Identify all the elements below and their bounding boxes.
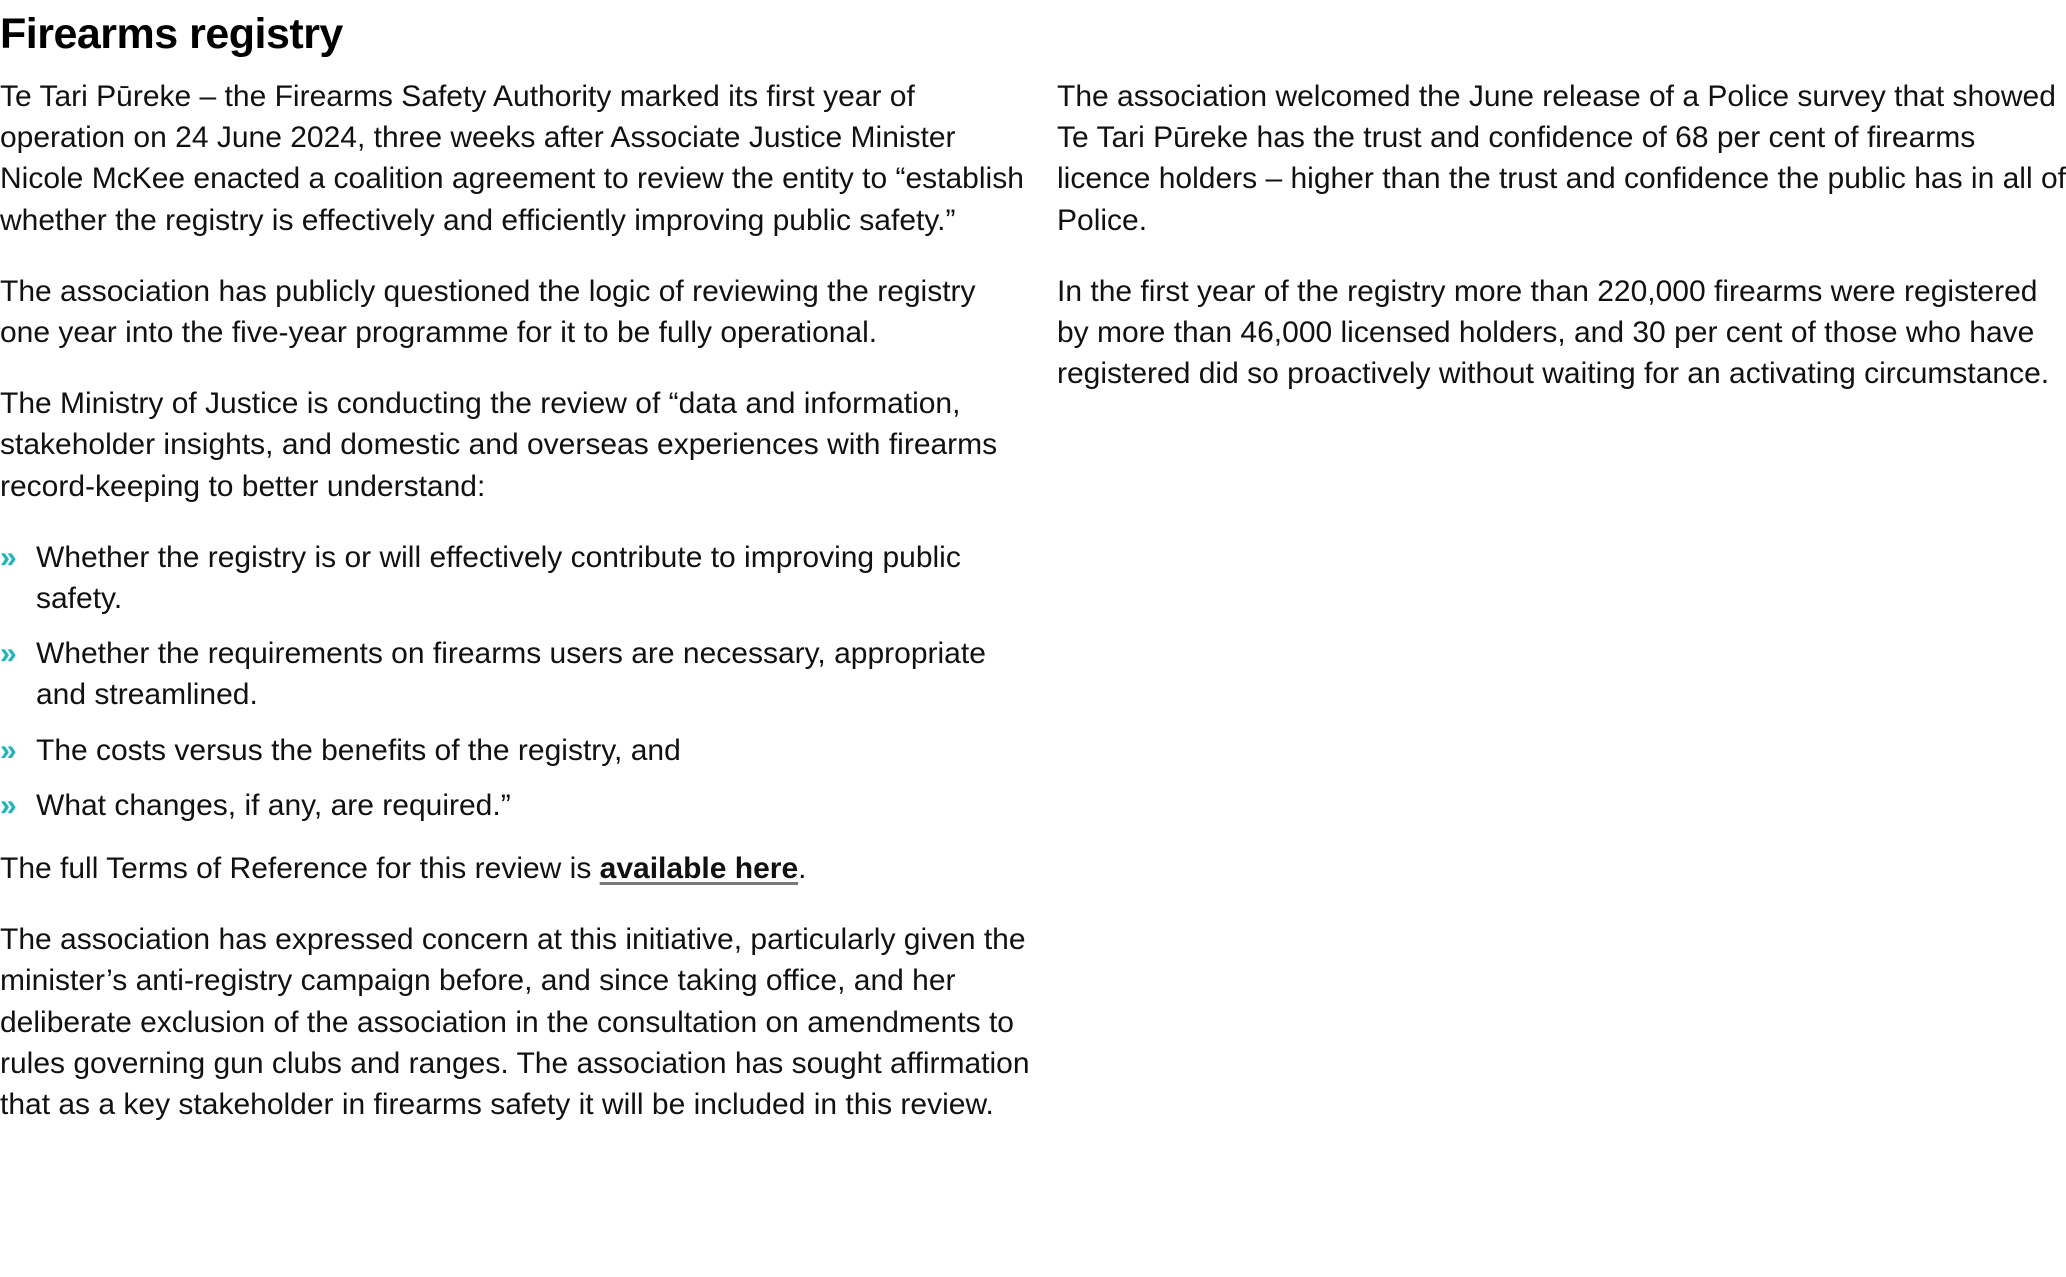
list-item <box>0 785 1030 826</box>
paragraph-registry-statistics: In the first year of the registry more than 220,000 firearms were registered by more than 46,000 licensed holders, and 30 per cent of those who have registered did so proactively without waiting for an activating circumstance. <box>1057 274 2050 391</box>
chevron-right-icon: » <box>0 788 17 822</box>
list-item-text: Whether the registry is or will effectively contribute to improving public safety. <box>36 540 961 616</box>
list-item <box>0 730 1030 771</box>
tor-suffix-text: . <box>798 852 807 886</box>
paragraph-terms-of-reference <box>0 848 1030 889</box>
list-item-text: The costs versus the benefits of the registry, and <box>36 733 681 767</box>
paragraph-police-survey: The association welcomed the June release of a Police survey that showed Te Tari Pūreke has the trust and confidence of 68 per cent of firearms licence holders – higher than the trust and confidence the public has in all of Police. <box>1057 80 2066 237</box>
chevron-right-icon: » <box>0 637 17 671</box>
list-item <box>0 633 1030 715</box>
list-item <box>0 537 1030 619</box>
review-criteria-list <box>0 537 1030 826</box>
chevron-right-icon: » <box>0 733 17 767</box>
terms-of-reference-link[interactable]: available here <box>599 852 799 886</box>
list-item-text: Whether the requirements on firearms users are necessary, appropriate and streamlined. <box>36 637 986 712</box>
paragraph-review-logic: The association has publicly questioned the logic of reviewing the registry one year into the five-year programme for it to be fully operational. <box>0 274 976 350</box>
list-item-text: What changes, if any, are required.” <box>36 788 511 822</box>
paragraph-ministry-review: The Ministry of Justice is conducting the review of “data and information, stakeholder insights, and domestic and overseas experiences with firearms record-keeping to better understand: <box>0 387 998 503</box>
paragraph-association-concern: The association has expressed concern at this initiative, particularly given the minister’s anti-registry campaign before, and since taking office, and her deliberate exclusion of the association in the consultation on amendments to rules governing gun clubs and ranges. The association has sought affirmation that as a key stakeholder in firearms safety it will be included in this review. <box>0 923 1030 1122</box>
tor-prefix-text: The full Terms of Reference for this review is <box>0 852 600 886</box>
right-column <box>1057 76 2066 424</box>
chevron-right-icon: » <box>0 540 17 574</box>
section-title: Firearms registry <box>0 10 343 58</box>
paragraph-registry-anniversary: Te Tari Pūreke – the Firearms Safety Authority marked its first year of operation on 24 June 2024, three weeks after Associate Justice Minister Nicole McKee enacted a coalition agreement to review the entity to “establish whether the registry is effectively and efficiently improving public safety.” <box>0 80 1024 237</box>
left-column <box>0 76 1030 1155</box>
